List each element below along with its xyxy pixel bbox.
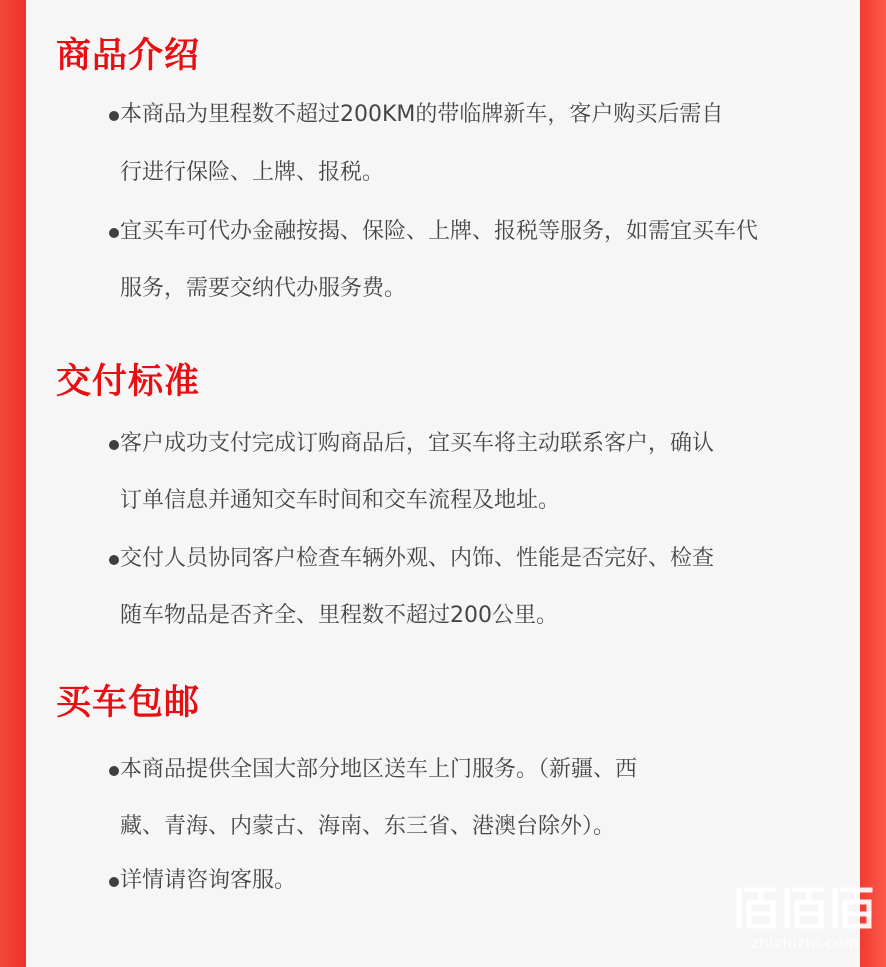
product-intro-bullet-1-line-1: 本商品为里程数不超过200KM的带临牌新车，客户购买后需自 (120, 102, 724, 127)
delivery-bullet-2-line-1: 交付人员协同客户检查车辆外观、内饰、性能是否完好、检查 (120, 546, 715, 571)
bullet-point (109, 766, 119, 776)
product-intro-bullet-2-line-1: 宜买车可代办金融按揭、保险、上牌、报税等服务，如需宜买车代 (120, 219, 759, 244)
section-title-product-intro: 商品介绍 (56, 36, 201, 76)
product-intro-bullet-1-line-2: 行进行保险、上牌、报税。 (120, 160, 385, 185)
shipping-bullet-1-line-1: 本商品提供全国大部分地区送车上门服务。（新疆、西 (120, 757, 638, 782)
bullet-point (109, 555, 119, 565)
bullet-point (109, 228, 119, 238)
watermark-domain: zhizhizhi.com (751, 934, 859, 952)
watermark-logo-icon (735, 884, 875, 932)
section-title-free-shipping: 买车包邮 (56, 683, 201, 723)
product-intro-bullet-2-line-2: 服务，需要交纳代办服务费。 (120, 276, 407, 301)
section-title-delivery-standard: 交付标准 (56, 362, 201, 402)
shipping-bullet-2-line-1: 详情请咨询客服。 (120, 868, 297, 893)
delivery-bullet-2-line-2: 随车物品是否齐全、里程数不超过200公里。 (120, 603, 558, 628)
bullet-point (109, 440, 119, 450)
bullet-point (109, 877, 119, 887)
bullet-point (109, 111, 119, 121)
delivery-bullet-1-line-2: 订单信息并通知交车时间和交车流程及地址。 (120, 488, 561, 513)
shipping-bullet-1-line-2: 藏、青海、内蒙古、海南、东三省、港澳台除外）。 (120, 814, 616, 839)
delivery-bullet-1-line-1: 客户成功支付完成订购商品后，宜买车将主动联系客户，确认 (120, 431, 715, 456)
watermark (735, 884, 880, 962)
